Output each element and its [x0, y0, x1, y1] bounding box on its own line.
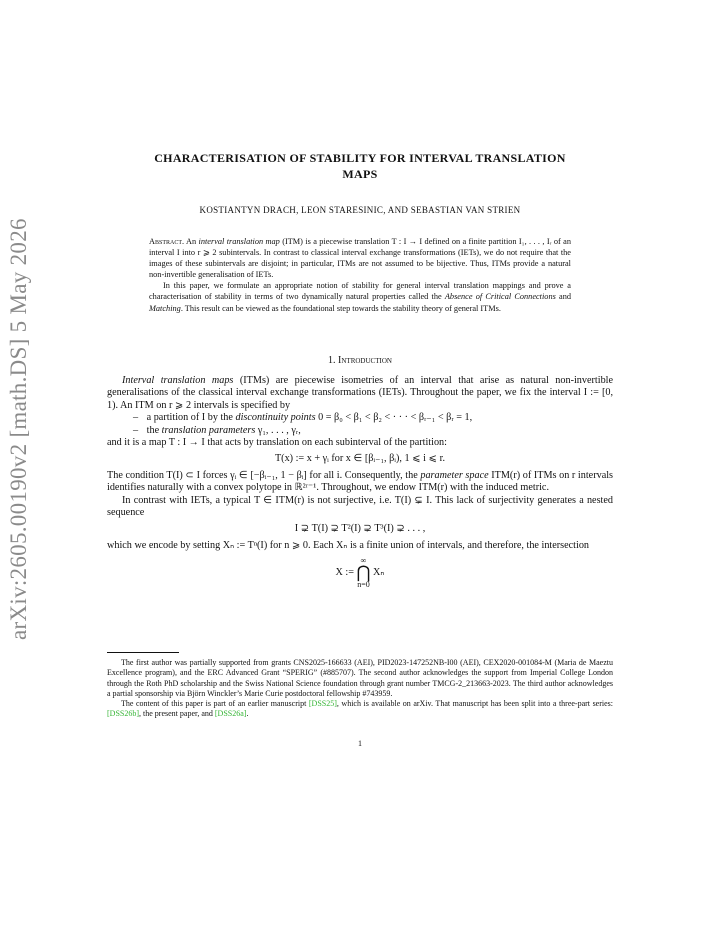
equation-map-definition: T(x) := x + γᵢ for x ∈ [βᵢ₋₁, βᵢ), 1 ⩽ i ⩽ r. — [274, 453, 446, 465]
intro-paragraph-1 — [107, 375, 613, 412]
page-number: 1 — [358, 739, 362, 748]
abstract-text: In this paper, we formulate an appropriate notion of stability for general interval translation mappings and prove a characterisation of stability in terms of two dynamically natural properties called the — [149, 281, 571, 302]
paper-title — [108, 150, 612, 182]
list-formula: γ₁, . . . , γᵣ, — [257, 424, 301, 436]
intersection-lower-limit: n=0 — [357, 580, 370, 590]
intro-term: parameter space — [420, 469, 489, 481]
footnotes — [107, 658, 613, 720]
list-item — [133, 412, 613, 424]
abstract-term: Absence of Critical Connections — [444, 292, 556, 302]
citation-link[interactable]: [DSS25] — [308, 699, 337, 709]
list-text: the — [146, 424, 160, 436]
list-item — [133, 425, 613, 437]
citation-link[interactable]: [DSS26b] — [107, 709, 140, 719]
equation-nested-sequence: I ⊋ T(I) ⊋ T²(I) ⊋ T³(I) ⊋ . . . , — [294, 523, 426, 535]
big-intersection-symbol — [357, 556, 371, 589]
abstract — [149, 236, 571, 314]
introduction-body — [107, 375, 613, 600]
parameter-list — [107, 412, 613, 437]
intro-paragraph-2: and it is a map T : I → I that acts by translation on each subinterval of the partition: — [107, 437, 447, 449]
intro-text: ITM(r) of ITMs on r intervals identifies naturally with a convex polytope in ℝ²ʳ⁻¹. Throughout, we endow ITM(r) with the induced metric. — [107, 469, 614, 494]
footnote-text: The content of this paper is part of an earlier manuscript — [121, 699, 307, 709]
intro-paragraph-5: which we encode by setting Xₙ := Tⁿ(I) for n ⩾ 0. Each Xₙ is a finite union of intervals, and therefore, the intersection — [107, 539, 590, 551]
intro-paragraph-3 — [107, 470, 613, 495]
equation-rhs: Xₙ — [373, 567, 385, 579]
intro-text: The condition T(I) ⊂ I forces γᵢ ∈ [−βᵢ₋₁, 1 − βᵢ] for all i. Consequently, the — [107, 469, 418, 481]
author-list: KOSTIANTYN DRACH, LEON STARESINIC, AND SEBASTIAN VAN STRIEN — [199, 205, 521, 215]
abstract-text: An — [186, 237, 197, 246]
abstract-paragraph-2 — [149, 280, 571, 313]
footnote-text: , which is available on arXiv. That manuscript has been split into a three-part series: — [336, 699, 614, 709]
equation-lhs: X := — [335, 567, 354, 579]
footnote-text: , the present paper, and — [139, 709, 213, 719]
intersection-upper-limit: ∞ — [360, 556, 367, 566]
list-text: a partition of I by the — [146, 412, 233, 424]
title-line-2: MAPS — [342, 167, 378, 181]
equation-intersection — [107, 556, 613, 596]
intro-paragraph-4: In contrast with IETs, a typical T ∈ ITM(r) is not surjective, i.e. T(I) ⊊ I. This lack of surjectivity generates a nested sequence — [107, 494, 613, 519]
footnote-manuscript — [107, 699, 613, 720]
abstract-term: interval translation map — [198, 237, 280, 246]
abstract-text: . This result can be viewed as the foundational step towards the stability theory of general ITMs. — [180, 303, 501, 313]
list-term: discontinuity points — [235, 412, 316, 424]
abstract-term: Matching — [149, 303, 181, 313]
list-formula: 0 = β₀ < β₁ < β₂ < · · · < βᵣ₋₁ < βᵣ = 1, — [318, 412, 473, 424]
footnote-funding: The first author was partially supported from grants CNS2025-166633 (AEI), PID2023-147252NB-I00 (AEI), CEX2020-001084-M (Maria de Maeztu Excellence program), and the ERC Advanced Grant “SPERIG” (#885707). The second author acknowledges the support from Imperial College London through the Roth PhD scholarship and the Swiss National Science foundation through grant number TMCG-2_213663-2023. The third author acknowledges a partial sponsorship via Björn Winckler’s Marie Curie postdoctoral fellowship #743959. — [107, 658, 613, 698]
abstract-label: Abstract. — [149, 237, 185, 246]
abstract-text: (ITM) is a piecewise translation T : I → I defined on a finite partition I₁, . . . , Iᵣ of an interval I into r ⩾ 2 subintervals. In contrast to classical interval exchange transformations (IETs), we do not require that the images of these subintervals are disjoint; in particular, ITMs are not assumed to be bijective. Thus, ITMs provide a natural non-invertible generalisation of IETs. — [149, 237, 572, 280]
abstract-text: and — [559, 292, 572, 302]
intro-text: (ITMs) are piecewise isometries of an interval that arise as natural non-invertible generalisations of the classical interval exchange transformations (IETs). Throughout the paper, we fix the interval I := [0, 1). An ITM on r ⩾ 2 intervals is specified by — [107, 375, 614, 411]
title-line-1: CHARACTERISATION OF STABILITY FOR INTERVAL TRANSLATION — [154, 151, 566, 165]
footnote-divider — [107, 652, 179, 653]
intersection-glyph: ⋂ — [356, 563, 371, 583]
abstract-paragraph-1 — [149, 236, 571, 280]
arxiv-identifier-stamp: arXiv:2605.00190v2 [math.DS] 5 May 2026 — [6, 218, 31, 640]
list-term: translation parameters — [161, 424, 256, 436]
footnote-text: . — [246, 709, 249, 719]
section-heading: 1. Introduction — [328, 355, 392, 366]
intro-term: Interval translation maps — [122, 375, 234, 386]
citation-link[interactable]: [DSS26a] — [214, 709, 247, 719]
